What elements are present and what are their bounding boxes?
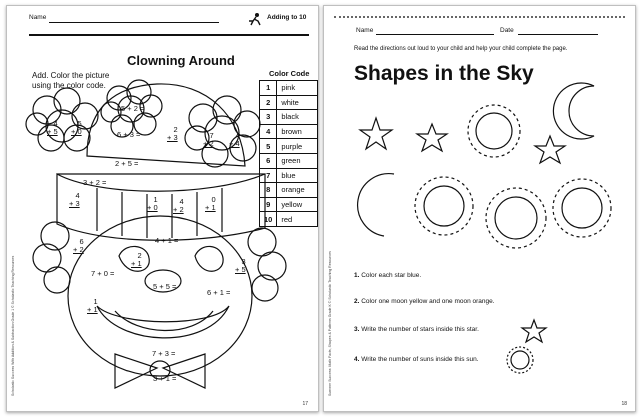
vertical-problem (147, 196, 158, 212)
addend: 3 (241, 257, 246, 266)
star-shape (417, 124, 447, 151)
step-text: Write the number of stars inside this star. (361, 326, 479, 333)
addend: 5 (77, 119, 82, 128)
step-text: Color one moon yellow and one moon orange. (361, 298, 495, 305)
page-number: 18 (621, 401, 627, 407)
addend: + 1 (131, 259, 142, 268)
code-number: 9 (260, 197, 277, 212)
addend: 7 (209, 131, 214, 140)
sun-shape (486, 188, 546, 248)
sun-shape (415, 177, 473, 235)
code-color: white (277, 95, 318, 110)
step-number: 4. (354, 356, 360, 363)
star-shape (360, 118, 392, 149)
name-label: Name (356, 27, 374, 34)
code-color: blue (277, 168, 318, 183)
code-number: 3 (260, 110, 277, 125)
addend: + 1 (205, 203, 216, 212)
step-number: 3. (354, 326, 360, 333)
band-stripes (97, 188, 222, 238)
vertical-problem (229, 132, 240, 148)
addend: + 1 (87, 305, 98, 314)
parent-instructions: Read the directions out loud to your child and help your child complete the page. (354, 46, 568, 52)
moon-shape (553, 83, 594, 139)
flower-left (26, 88, 98, 151)
vertical-problem (69, 192, 80, 208)
vertical-problem (173, 198, 184, 214)
code-number: 4 (260, 124, 277, 139)
addend: 1 (153, 195, 158, 204)
addend: + 3 (69, 199, 80, 208)
instruction-line-2: using the color code. (32, 81, 106, 90)
problem-3-plus-2: 3 + 2 = (83, 178, 107, 187)
vertical-problem (87, 298, 98, 314)
problem-2-plus-5: 2 + 5 = (115, 159, 139, 168)
star-shape (535, 136, 565, 163)
addend: 4 (179, 197, 184, 206)
addend: 4 (235, 131, 240, 140)
step-text: Write the number of suns inside this sun. (361, 356, 479, 363)
vertical-problem (203, 132, 214, 148)
answer-sun[interactable] (507, 347, 533, 373)
addend: 0 (211, 195, 216, 204)
moon-shape (358, 174, 394, 236)
mouth-inner (115, 311, 213, 331)
step-number: 2. (354, 298, 360, 305)
step-text: Color each star blue. (361, 272, 422, 279)
vertical-problem (131, 252, 142, 268)
code-number: 6 (260, 153, 277, 168)
code-number: 10 (260, 212, 277, 227)
code-color: orange (277, 183, 318, 198)
step-number: 1. (354, 272, 360, 279)
copyright-side-text: Scholastic Success With Addition & Subtraction Grade 1 © Scholastic Teaching Resources (11, 255, 15, 396)
addend: 4 (75, 191, 80, 200)
addend: + 3 (167, 133, 178, 142)
step-1 (354, 272, 421, 279)
code-color: pink (277, 81, 318, 96)
code-number: 8 (260, 183, 277, 198)
code-color: brown (277, 124, 318, 139)
page-number: 17 (302, 401, 308, 407)
right-worksheet-page (323, 5, 636, 412)
sun-shape (553, 179, 611, 237)
addend: + 0 (147, 203, 158, 212)
step-3 (354, 326, 479, 333)
code-color: black (277, 110, 318, 125)
flower-right (185, 96, 260, 167)
code-number: 7 (260, 168, 277, 183)
problem-7-plus-3: 7 + 3 = (152, 349, 176, 358)
addend: 2 (173, 125, 178, 134)
addend: + 4 (229, 139, 240, 148)
vertical-problem (205, 196, 216, 212)
worksheet-title: Clowning Around (127, 53, 235, 68)
addend: 6 (79, 237, 84, 246)
problem-6-plus-1: 6 + 1 = (207, 288, 231, 297)
addend: 1 (93, 297, 98, 306)
addend: 2 (137, 251, 142, 260)
addend: + 0 (71, 127, 82, 136)
shapes-picture (324, 6, 635, 411)
code-color: green (277, 153, 318, 168)
problem-7-plus-0: 7 + 0 = (91, 269, 115, 278)
code-number: 5 (260, 139, 277, 154)
instruction-line-1: Add. Color the picture (32, 71, 110, 80)
problem-5-plus-2: 5 + 2 = (121, 104, 145, 113)
vertical-problem (47, 120, 58, 136)
addend: 4 (53, 119, 58, 128)
copyright-side-text: Summer Success: Math Facts, Shapes & Patterns Grade K © Scholastic Teaching Resources (328, 251, 332, 396)
addend: + 5 (235, 265, 246, 274)
color-code-title: Color Code (269, 69, 310, 78)
code-color: yellow (277, 197, 318, 212)
name-label: Name (29, 14, 47, 21)
code-color: red (277, 212, 318, 227)
left-worksheet-page (6, 5, 319, 412)
addend: + 5 (47, 127, 58, 136)
problem-5-plus-5: 5 + 5 = (153, 282, 177, 291)
sun-shape (468, 105, 520, 157)
vertical-problem (71, 120, 82, 136)
right-eye (195, 246, 223, 271)
vertical-problem (73, 238, 84, 254)
code-number: 1 (260, 81, 277, 96)
problem-3-plus-1: 3 + 1 = (153, 374, 177, 383)
problem-6-plus-3: 6 + 3 = (117, 130, 141, 139)
worksheet-topic: Adding to 10 (267, 14, 307, 21)
worksheet-title: Shapes in the Sky (354, 62, 534, 85)
code-number: 2 (260, 95, 277, 110)
date-label: Date (500, 27, 514, 34)
vertical-problem (235, 258, 246, 274)
problem-4-plus-1: 4 + 1 = (155, 236, 179, 245)
vertical-problem (167, 126, 178, 142)
addend: + 2 (73, 245, 84, 254)
answer-star[interactable] (522, 320, 546, 342)
code-color: purple (277, 139, 318, 154)
addend: + 2 (203, 139, 214, 148)
clown-mouth (97, 306, 229, 338)
step-4 (354, 356, 479, 363)
addend: + 2 (173, 205, 184, 214)
step-2 (354, 298, 495, 305)
